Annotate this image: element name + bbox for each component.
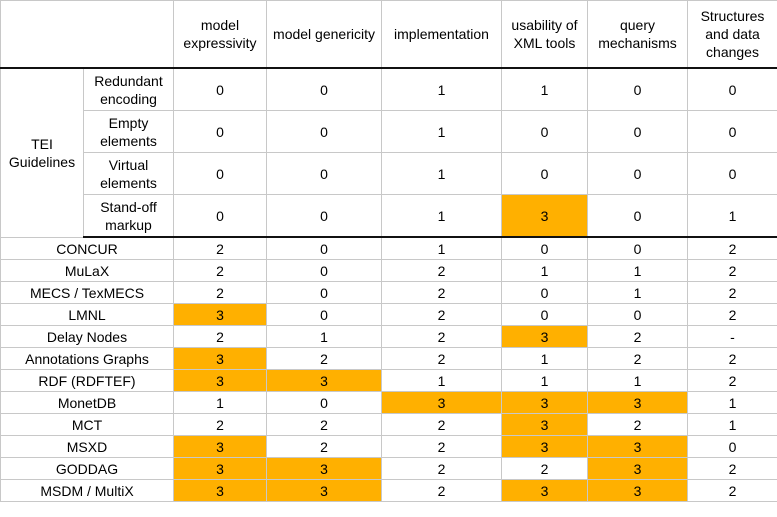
score-cell: 3 [267, 458, 382, 480]
score-cell: 0 [267, 304, 382, 326]
score-cell: 3 [588, 480, 688, 502]
score-cell: 1 [588, 282, 688, 304]
row-label: Stand-off markup [84, 195, 174, 238]
score-cell: 0 [588, 195, 688, 238]
score-cell: 2 [267, 436, 382, 458]
table-row [1, 458, 777, 480]
score-cell: 1 [688, 392, 777, 414]
score-cell: 0 [688, 436, 777, 458]
score-cell: 0 [688, 153, 777, 195]
row-label: RDF (RDFTEF) [1, 370, 174, 392]
score-cell: 0 [267, 260, 382, 282]
score-cell: 0 [267, 68, 382, 111]
score-cell: 1 [382, 153, 502, 195]
score-cell: 2 [588, 414, 688, 436]
score-cell: 1 [502, 260, 588, 282]
score-cell: 2 [688, 304, 777, 326]
score-cell: 0 [174, 111, 267, 153]
score-cell: 2 [174, 414, 267, 436]
row-label: MSDM / MultiX [1, 480, 174, 502]
score-cell: 2 [382, 436, 502, 458]
table-row [1, 260, 777, 282]
score-cell: 1 [588, 260, 688, 282]
table-row [1, 414, 777, 436]
score-cell: 2 [588, 326, 688, 348]
table-row [1, 195, 777, 238]
score-cell: 0 [267, 153, 382, 195]
score-cell: 1 [688, 195, 777, 238]
score-cell: 0 [588, 153, 688, 195]
score-cell: 3 [267, 370, 382, 392]
column-header: implementation [382, 1, 502, 69]
score-cell: 3 [174, 348, 267, 370]
score-cell: 3 [174, 370, 267, 392]
row-label: GODDAG [1, 458, 174, 480]
score-cell: 2 [382, 326, 502, 348]
row-label: CONCUR [1, 237, 174, 260]
column-header: usability of XML tools [502, 1, 588, 69]
score-cell: 3 [382, 392, 502, 414]
score-cell: 0 [688, 68, 777, 111]
table-row [1, 370, 777, 392]
table-row [1, 304, 777, 326]
score-cell: 2 [174, 237, 267, 260]
score-cell: 0 [267, 392, 382, 414]
score-cell: 2 [688, 348, 777, 370]
table-row [1, 392, 777, 414]
score-cell: 2 [174, 260, 267, 282]
table-row [1, 436, 777, 458]
score-cell: 1 [688, 414, 777, 436]
score-cell: 3 [588, 392, 688, 414]
score-cell: 1 [382, 68, 502, 111]
score-cell: 3 [174, 304, 267, 326]
header-row [1, 1, 777, 69]
column-header: query mechanisms [588, 1, 688, 69]
score-cell: 3 [588, 458, 688, 480]
score-cell: 0 [502, 304, 588, 326]
score-cell: 3 [502, 326, 588, 348]
table-row [1, 480, 777, 502]
row-label: LMNL [1, 304, 174, 326]
score-cell: 3 [174, 458, 267, 480]
score-cell: 0 [267, 111, 382, 153]
score-cell: 1 [267, 326, 382, 348]
score-cell: - [688, 326, 777, 348]
score-cell: 0 [502, 153, 588, 195]
score-cell: 2 [382, 480, 502, 502]
column-header: model expressivity [174, 1, 267, 69]
row-label: MuLaX [1, 260, 174, 282]
score-cell: 3 [502, 480, 588, 502]
score-cell: 2 [502, 458, 588, 480]
column-header: model genericity [267, 1, 382, 69]
score-cell: 1 [588, 370, 688, 392]
score-cell: 2 [174, 326, 267, 348]
score-cell: 1 [382, 370, 502, 392]
score-cell: 0 [688, 111, 777, 153]
score-cell: 2 [382, 458, 502, 480]
score-cell: 1 [382, 195, 502, 238]
row-label: Empty elements [84, 111, 174, 153]
table-body [1, 1, 777, 502]
table-row [1, 282, 777, 304]
score-cell: 0 [267, 195, 382, 238]
table-row [1, 237, 777, 260]
tei-group-label: TEI Guidelines [1, 68, 84, 237]
score-cell: 3 [502, 392, 588, 414]
score-cell: 1 [502, 348, 588, 370]
score-cell: 3 [267, 480, 382, 502]
score-cell: 3 [588, 436, 688, 458]
row-label: Redundant encoding [84, 68, 174, 111]
row-label: Delay Nodes [1, 326, 174, 348]
row-label: MonetDB [1, 392, 174, 414]
row-label: MSXD [1, 436, 174, 458]
score-cell: 2 [382, 260, 502, 282]
score-cell: 2 [688, 480, 777, 502]
row-label: MCT [1, 414, 174, 436]
score-cell: 0 [267, 282, 382, 304]
score-cell: 1 [382, 237, 502, 260]
score-cell: 2 [688, 282, 777, 304]
score-cell: 1 [502, 370, 588, 392]
table-row [1, 326, 777, 348]
score-cell: 0 [502, 237, 588, 260]
table-row [1, 68, 777, 111]
score-cell: 0 [174, 153, 267, 195]
column-header: Structures and data changes [688, 1, 777, 69]
score-cell: 0 [267, 237, 382, 260]
score-cell: 2 [382, 304, 502, 326]
score-cell: 2 [688, 458, 777, 480]
table-row [1, 111, 777, 153]
score-cell: 1 [502, 68, 588, 111]
score-cell: 2 [267, 348, 382, 370]
row-label: Annotations Graphs [1, 348, 174, 370]
score-cell: 0 [588, 304, 688, 326]
score-cell: 2 [174, 282, 267, 304]
score-cell: 2 [688, 370, 777, 392]
score-cell: 0 [588, 68, 688, 111]
score-cell: 3 [502, 436, 588, 458]
score-cell: 3 [502, 414, 588, 436]
score-cell: 2 [588, 348, 688, 370]
corner-cell [1, 1, 174, 69]
score-cell: 0 [502, 282, 588, 304]
score-cell: 0 [174, 195, 267, 238]
score-cell: 3 [502, 195, 588, 238]
score-cell: 3 [174, 480, 267, 502]
score-cell: 0 [502, 111, 588, 153]
score-cell: 2 [688, 237, 777, 260]
row-label: MECS / TexMECS [1, 282, 174, 304]
score-cell: 3 [174, 436, 267, 458]
score-cell: 1 [174, 392, 267, 414]
score-cell: 0 [588, 237, 688, 260]
table-row [1, 348, 777, 370]
score-cell: 2 [382, 348, 502, 370]
score-cell: 2 [267, 414, 382, 436]
row-label: Virtual elements [84, 153, 174, 195]
score-cell: 0 [588, 111, 688, 153]
score-cell: 0 [174, 68, 267, 111]
score-cell: 2 [382, 414, 502, 436]
score-cell: 1 [382, 111, 502, 153]
table-row [1, 153, 777, 195]
score-cell: 2 [688, 260, 777, 282]
score-cell: 2 [382, 282, 502, 304]
